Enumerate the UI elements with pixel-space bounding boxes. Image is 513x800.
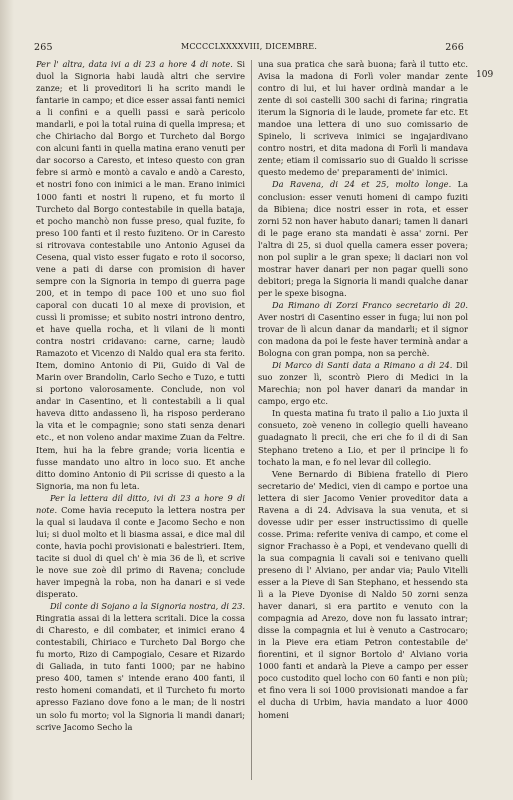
paragraph-heading: Per l' altra, data ivi a di 23 a hore 4 di note. (36, 59, 233, 69)
paragraph-text: Aver nostri di Casentino esser in fuga; lui non pol trovar de lì alcun danar da mandarli; et il signor con madona da poi le feste haver terminà andar a Bologna con gran pompa, non sa perchè. (258, 311, 468, 359)
column-divider (251, 60, 252, 780)
paragraph-text: una sua pratica che sarà buona; farà il tutto etc. Avisa la madona di Forlì voler mandar zente contro di lui, et lui haver ordinà mandar a le zente di soi castelli 300 sachi di farina; ringratia iterum la Signoria di le laude, promete far etc. Et mandoe una lettera di uno suo comissario de Spinelo, li scriveva inimici se ingajardivano contro nostri, et dita madona di Forlì li mandava zente; etiam il comissario suo di Gualdo li scrisse questo medemo de' preparamenti de' inimici. (258, 59, 468, 178)
paragraph-text: Vene Bernardo di Bibiena fratello di Piero secretario de' Medici, vien di campo e portoe una lettera di sier Jacomo Venier proveditor data a Ravena a di 24. Advisava la sua venuta, et si dovesse udir per esser instructissimo di quelle cosse. Prima: referite veniva di campo, et come el signor Frachasso è a Popi, et vendevano quelli di la sua compagnia li cavali soi e tenivano quelli preseno di l' Alviano, per andar via; Paulo Vitelli esser a la Pieve di San Stephano, et hessendo sta lì a la Pieve Dyonise di Naldo 50 zorni senza haver danari, si era partito e venuto con la compagnia ad Arezo, dove non fu lassato intrar; disse la compagnia et lui è venuto a Castrocaro; in la Pieve era etiam Petron contestabile de' fiorentini, et il signor Bortolo d' Alviano voria 1000 fanti et andarà la Pieve a campo per esser poco custodito quel locho con 60 fanti e non più; et fino vera li soi 1000 provisionati mandoe a far el ducha di Urbim, havia mandato a luor 4000 homeni (258, 468, 468, 720)
paragraph (258, 468, 468, 721)
paragraph-text: Si duol la Signoria habi laudà altri che servire zanze; et li proveditori li ha scrito mandi le fantarie in campo; et dice esser assai fanti nemici a li confini e a quelli passi e sarà pericolo mandarli, e poi la total ruina di quella impresa; et che Chiriacho dal Borgo et Turcheto dal Borgo con alcuni fanti in quella matina erano venuti per dar socorso a Caresto, et inteso questo con gran febre si armò e montò a cavalo e andò a Caresto, et nostri fono con inimici a le man. Erano inimici 1000 fanti et nostri li rupeno, et fu morto il Turcheto dal Borgo contestabile in quella bataja, et pocho manchò non fusse preso, qual fuzite, fo preso 100 fanti et il resto fuziteno. Or in Caresto si ritrovava contestabile uno Antonio Agusei da Cesena, qual visto esser fugato e roto il socorso, vene a pati di darse con promision di haver sempre con la Signoria in tempo di guerra page 200, et in tempo di pace 100 et uno suo fiol caporal con ducati 10 al mexe di provision, et cussì li promisse; et subito nostri introno dentro, et have quella rocha, et li vilani de li monti contra nostri cridavano: carne, carne; laudò Ramazoto et Vicenzo di Naldo qual era sta ferito. Item, domino Antonio di Pii, Guido di Val de Marin over Brandolin, Carlo Secho e Tuzo, e tutti si portono valorosamente. Conclude, non vol andar in Casentino, et li contestabili a li qual haveva ditto andasseno lì, ha risposo perderano la vita et le compagnie; sono stati senza denari etc., et non voleno andar maxime Zuan da Feltre. Item, hui ha la febre grande; voria licentia e fusse mandato uno altro in loco suo. Et anche ditto domino Antonio di Pii scrisse di questo a la Signoria, ma non fu leta. (36, 59, 245, 491)
paragraph (258, 58, 468, 178)
paragraph-text: Dil suo zonzer lì, scontrò Piero di Medici in la Marechia; non pol haver danari da mandar in campo, ergo etc. (258, 360, 468, 407)
paragraph (36, 58, 245, 492)
paragraph-heading: Da Ravena, di 24 et 25, molto longe. (272, 179, 452, 190)
page-number-left: 265 (34, 42, 53, 53)
left-column (36, 58, 245, 786)
paragraph-heading: Da Rimano di Zorzi Franco secretario di 20. (272, 299, 468, 310)
paragraph-text: Ringratia assai di la lettera scritali. Dice la cossa di Charesto, e dil combater, et inimici erano 4 contestabili, Chiriaco e Turcheto Dal Borgo che fu morto, Rizo di Campogialo, Cesare et Rizardo di Galiada, in tuto fanti 1000; par ne habino preso 400, tamen s' intende erano 400 fanti, il resto homeni comandati, et il Turcheto fu morto apresso Faziano dove fono a le man; de li nostri un solo fu morto; vol la Signoria li mandi danari; scrive Jacomo Secho la (36, 613, 245, 732)
paragraph (258, 178, 468, 298)
margin-page-note: 109 (476, 70, 494, 80)
paragraph-text: La conclusion: esser venuti homeni di campo fuziti da Bibiena; dice nostri esser in rota, et esser zorni 52 non haver habuto danari; tamen li danari di le page erano sta mandati è assa' zorni. Per l'altra di 25, si duol quella camera esser povera; non pol suplir a le gran spexe; li daciari non vol mostrar haver danari per non pagar quelli sono debitori; prega la Signoria li mandi qualche danar per le spexe bisogna. (258, 179, 468, 298)
paragraph (36, 600, 245, 733)
paragraph (258, 407, 468, 467)
running-title: MCCCCLXXXXVIII, DICEMBRE. (180, 42, 318, 51)
paragraph-heading: Dil conte di Sojano a la Signoria nostra, di 23. (50, 601, 245, 612)
running-header (34, 42, 464, 56)
paragraph-heading: Di Marco di Santi data a Rimano a di 24. (272, 360, 453, 371)
right-column (258, 58, 468, 786)
paragraph (258, 359, 468, 407)
page-fold-shadow (0, 0, 14, 800)
paragraph-text: In questa matina fu trato il palio a Lio juxta il consueto, zoè veneno in collegio quelli haveano guadagnato li precii, che eri che fo il di di San Stephano treteno a Lio, et per il principe li fo tochato la man, e fo nel levar dil collegio. (258, 408, 468, 467)
paragraph-heading: Per la lettera dil ditto, ivi di 23 a hore 9 di note. (36, 492, 245, 515)
page-number-right: 266 (445, 42, 464, 53)
paragraph-text: Come havia receputo la lettera nostra per la qual si laudava il conte e Jacomo Secho e non lui; si duol molto et li biasma assai, e dice mal dil conte, havia pochi provisionati e balestrieri. Item, tacite si duol di quel ch' è mia 36 de lì, et scrive le nove sue zoè dil primo di Ravena; conclude haver impegnà la roba, non ha danari e si vede disperato. (36, 504, 245, 600)
paragraph (36, 492, 245, 600)
paragraph (258, 299, 468, 359)
